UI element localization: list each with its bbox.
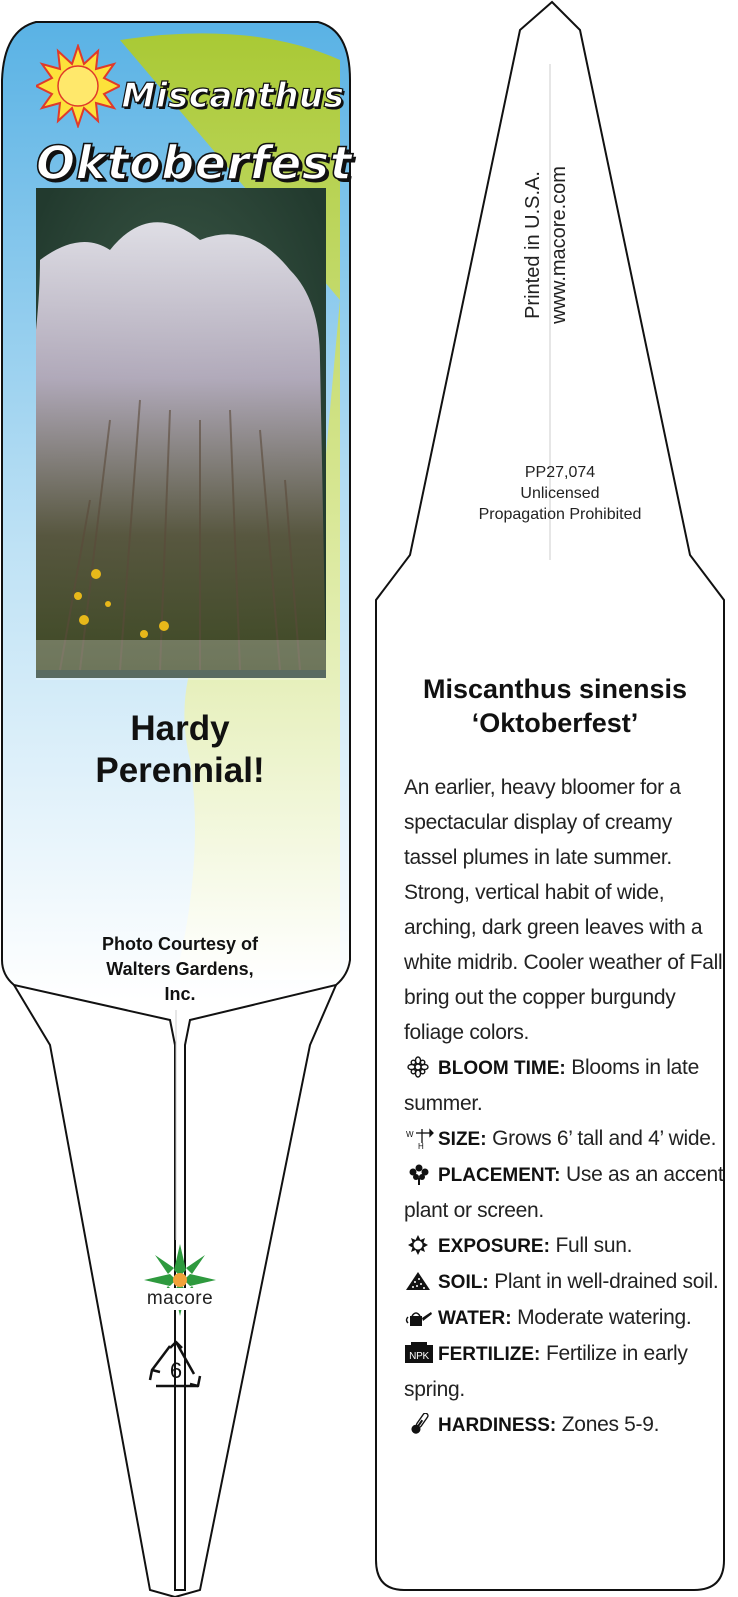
care-text: Use as an accent plant or screen. <box>404 1163 724 1222</box>
headline-line-2: Perennial! <box>95 751 265 790</box>
care-hardiness <box>404 1407 724 1443</box>
care-text: Zones 5-9. <box>561 1413 660 1436</box>
care-label: EXPOSURE: <box>438 1236 550 1257</box>
care-text: Grows 6’ tall and 4’ wide. <box>492 1127 717 1150</box>
care-soil <box>404 1264 724 1300</box>
patent-number: PP27,074 <box>524 464 596 481</box>
credit-line-2: Walters Gardens, <box>106 959 254 979</box>
thermometer-icon <box>404 1413 434 1435</box>
credit-line-1: Photo Courtesy of <box>102 934 258 954</box>
care-size <box>404 1121 724 1157</box>
printed-info <box>520 135 580 355</box>
npk-text: NPK <box>409 1351 429 1362</box>
care-fertilize <box>404 1336 724 1407</box>
care-label: PLACEMENT: <box>438 1165 561 1186</box>
printed-in: Printed in U.S.A. <box>522 171 544 319</box>
patent-status: Unlicensed <box>520 485 600 502</box>
care-bloom-time <box>404 1050 724 1121</box>
fertilizer-icon <box>404 1342 434 1364</box>
care-text: Full sun. <box>555 1234 633 1257</box>
size-icon <box>404 1127 434 1149</box>
size-height-letter: H <box>418 1142 424 1149</box>
patent-warning: Propagation Prohibited <box>478 506 642 523</box>
sun-icon <box>36 44 120 128</box>
care-label: WATER: <box>438 1308 512 1329</box>
care-text: Blooms in late summer. <box>404 1056 699 1115</box>
scientific-name-line-2: ‘Oktoberfest’ <box>471 708 639 738</box>
sun-icon <box>404 1234 434 1256</box>
care-exposure <box>404 1228 724 1264</box>
care-list <box>404 1050 724 1443</box>
scientific-name <box>390 672 720 740</box>
credit-line-3: Inc. <box>164 984 196 1004</box>
brand-name: macore <box>120 1288 240 1310</box>
plant-description: An earlier, heavy bloomer for a spectacular display of creamy tassel plumes in late summer. Strong, vertical habit of wide, arching, dark green leaves with a white midrib. Cooler weather of Fall bring out the copper burgundy foliage colors. <box>404 776 723 1044</box>
size-width-letter: W <box>406 1130 414 1139</box>
care-label: FERTILIZE: <box>438 1344 541 1365</box>
care-label: HARDINESS: <box>438 1415 557 1436</box>
care-text: Moderate watering. <box>517 1306 692 1329</box>
photo-credit <box>60 932 300 1007</box>
care-placement <box>404 1157 724 1228</box>
recycle-code: 6 <box>169 1358 183 1383</box>
soil-icon <box>404 1270 434 1292</box>
care-label: SOIL: <box>438 1272 489 1293</box>
headline <box>60 708 300 792</box>
care-label: SIZE: <box>438 1129 487 1150</box>
scientific-name-line-1: Miscanthus sinensis <box>422 674 688 704</box>
flower-icon <box>404 1056 434 1078</box>
patent-notice <box>430 462 690 525</box>
care-water <box>404 1300 724 1336</box>
care-text: Plant in well-drained soil. <box>494 1270 719 1293</box>
headline-line-1: Hardy <box>130 709 230 748</box>
care-label: BLOOM TIME: <box>438 1058 566 1079</box>
website: www.macore.com <box>548 166 570 324</box>
placement-icon <box>404 1163 434 1185</box>
watering-can-icon <box>404 1306 434 1328</box>
care-text: Fertilize in early spring. <box>404 1342 688 1401</box>
plant-cultivar: Oktoberfest <box>36 136 353 190</box>
plant-genus: Miscanthus <box>121 76 345 116</box>
